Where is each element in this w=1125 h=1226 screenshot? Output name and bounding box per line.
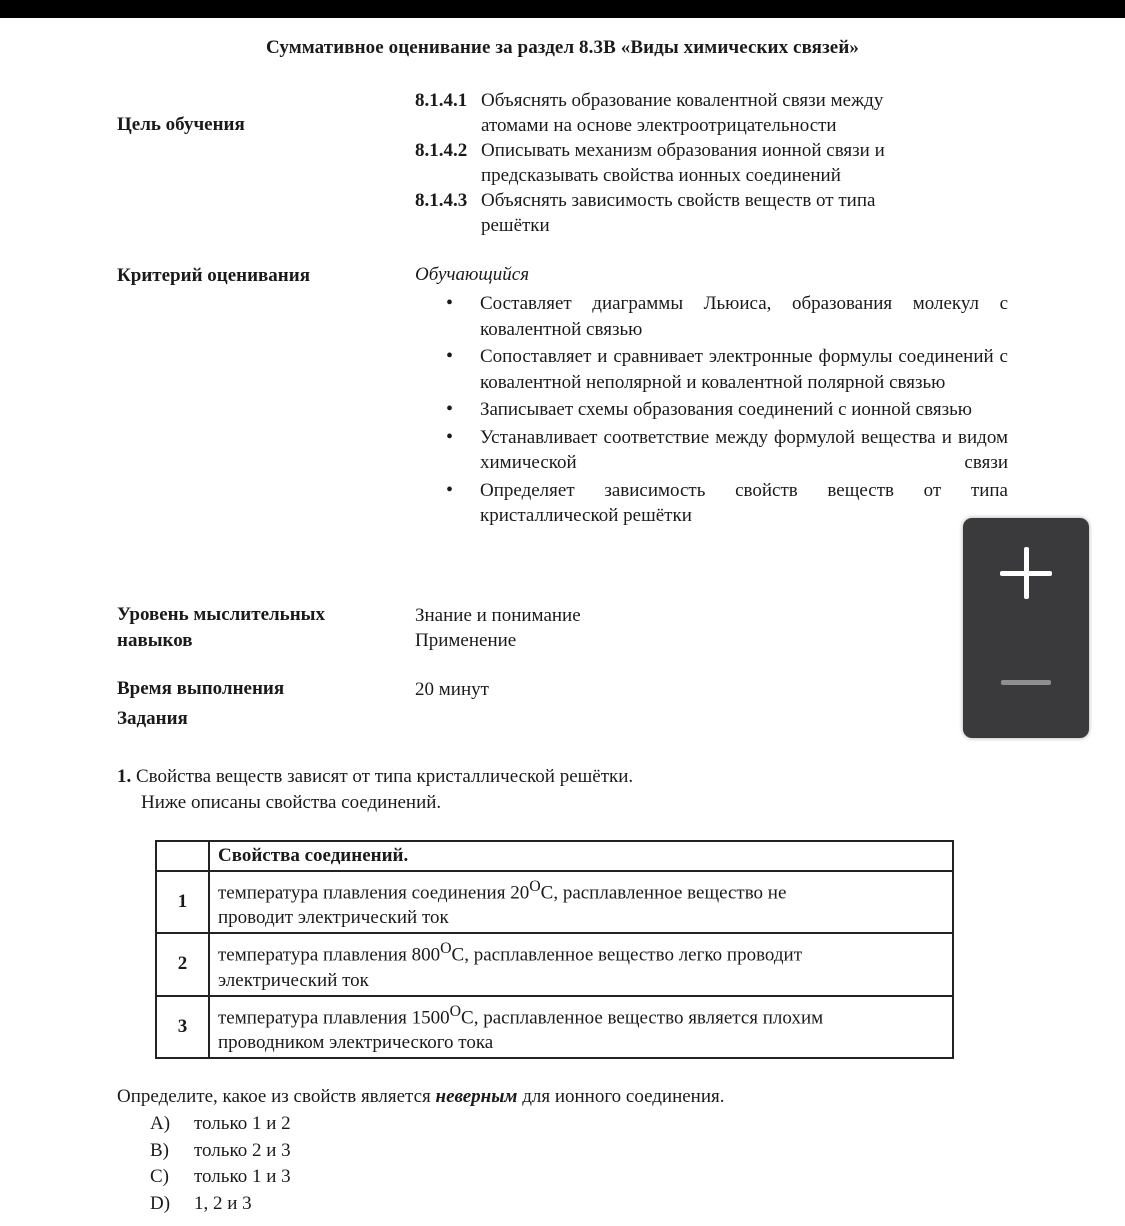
option-letter: B) [150, 1139, 169, 1161]
criteria-list [440, 291, 1008, 531]
criteria-item: • Сопоставляет и сравнивает электронные формулы соединений с ковалентной неполярной и ковалентной полярной связью [440, 344, 1008, 395]
skills-value-2: Применение [415, 630, 517, 651]
option-text: только 1 и 2 [194, 1113, 291, 1134]
criteria-header: Обучающийся [415, 264, 530, 285]
zoom-out-button[interactable] [963, 628, 1089, 738]
criteria-item: • Составляет диаграммы Льюиса, образования молекул с ковалентной связью [440, 291, 1008, 342]
row-text [209, 996, 953, 1058]
row-text [209, 871, 953, 933]
row-text-cont: проводником электрического тока [218, 1031, 494, 1053]
question-part: Определите, какое из свойств является [117, 1086, 431, 1107]
objective-1 [415, 88, 975, 138]
row-text-part: температура плавления 1500 [218, 1006, 450, 1028]
minus-icon [1000, 628, 1052, 738]
objective-code: 8.1.4.3 [415, 190, 468, 211]
answer-option-a [150, 1111, 291, 1138]
learning-goal-label: Цель обучения [117, 114, 245, 135]
option-text: только 2 и 3 [194, 1139, 291, 1161]
skills-value-1: Знание и понимание [415, 605, 581, 626]
row-text-part: C, расплавленное вещество не [540, 882, 787, 904]
answer-option-c [150, 1164, 291, 1191]
table-row [156, 996, 953, 1058]
row-text-part: C, расплавленное вещество является плохим [461, 1006, 824, 1028]
objective-2 [415, 138, 975, 188]
option-letter: A) [150, 1113, 171, 1134]
degree-sup: O [440, 940, 452, 958]
objective-text-cont: предсказывать свойства ионных соединений [481, 165, 841, 186]
task-number: 1. [117, 766, 132, 787]
table-row [156, 933, 953, 995]
row-number: 2 [156, 933, 209, 995]
question-emphasis: неверным [435, 1086, 518, 1107]
degree-sup: O [529, 878, 541, 895]
answer-option-d [150, 1191, 291, 1218]
criteria-label: Критерий оценивания [117, 265, 310, 286]
question-text [117, 1086, 725, 1108]
task-text-cont: Ниже описаны свойства соединений. [141, 792, 442, 813]
table-header: Свойства соединений. [209, 841, 953, 871]
tasks-label: Задания [117, 708, 188, 729]
table-corner-cell [156, 841, 209, 871]
row-text-part: температура плавления соединения 20 [218, 882, 530, 904]
objective-text: Описывать механизм образования ионной связи и [481, 140, 885, 161]
row-text-cont: электрический ток [218, 969, 369, 991]
objective-text-cont: решётки [481, 215, 550, 236]
answer-option-b [150, 1138, 291, 1165]
skills-label-cont: навыков [117, 630, 193, 651]
objective-text-cont: атомами на основе электроотрицательности [481, 115, 837, 136]
row-text [209, 933, 953, 995]
option-text: 1, 2 и 3 [194, 1192, 252, 1214]
objective-text: Объяснять зависимость свойств веществ от типа [481, 190, 876, 211]
document-title: Суммативное оценивание за раздел 8.3В «Виды химических связей» [266, 37, 859, 58]
task-1 [117, 764, 633, 816]
objective-3 [415, 188, 975, 238]
table-row [156, 871, 953, 933]
time-value: 20 минут [415, 679, 489, 700]
zoom-in-button[interactable] [963, 518, 1089, 628]
properties-table [155, 840, 954, 1059]
task-text: Свойства веществ зависят от типа кристаллической решётки. [136, 766, 634, 787]
degree-sup: O [449, 1002, 462, 1020]
skills-label: Уровень мыслительных [117, 604, 325, 625]
option-letter: D) [150, 1192, 171, 1214]
question-part: для ионного соединения. [522, 1086, 725, 1107]
objective-code: 8.1.4.2 [415, 140, 468, 161]
row-number: 1 [156, 871, 209, 933]
option-letter: C) [150, 1166, 169, 1187]
row-number: 3 [156, 996, 209, 1058]
criteria-item: • Записывает схемы образования соединений с ионной связью [440, 397, 1008, 423]
top-bar [0, 0, 1125, 18]
time-label: Время выполнения [117, 678, 285, 699]
answer-options [150, 1111, 291, 1217]
objective-code: 8.1.4.1 [415, 90, 468, 111]
criteria-item: • Устанавливает соответствие между формулой вещества и видом химической связи [440, 425, 1008, 476]
row-text-part: C, расплавленное вещество легко проводит [451, 944, 803, 966]
plus-icon [1000, 547, 1052, 599]
row-text-cont: проводит электрический ток [218, 907, 449, 929]
zoom-control [963, 518, 1089, 738]
row-text-part: температура плавления 800 [218, 944, 441, 966]
table-header-row [156, 841, 953, 871]
option-text: только 1 и 3 [194, 1166, 291, 1187]
criteria-item: • Определяет зависимость свойств веществ от типа кристаллической решётки [440, 478, 1008, 529]
objective-text: Объяснять образование ковалентной связи между [481, 90, 884, 111]
